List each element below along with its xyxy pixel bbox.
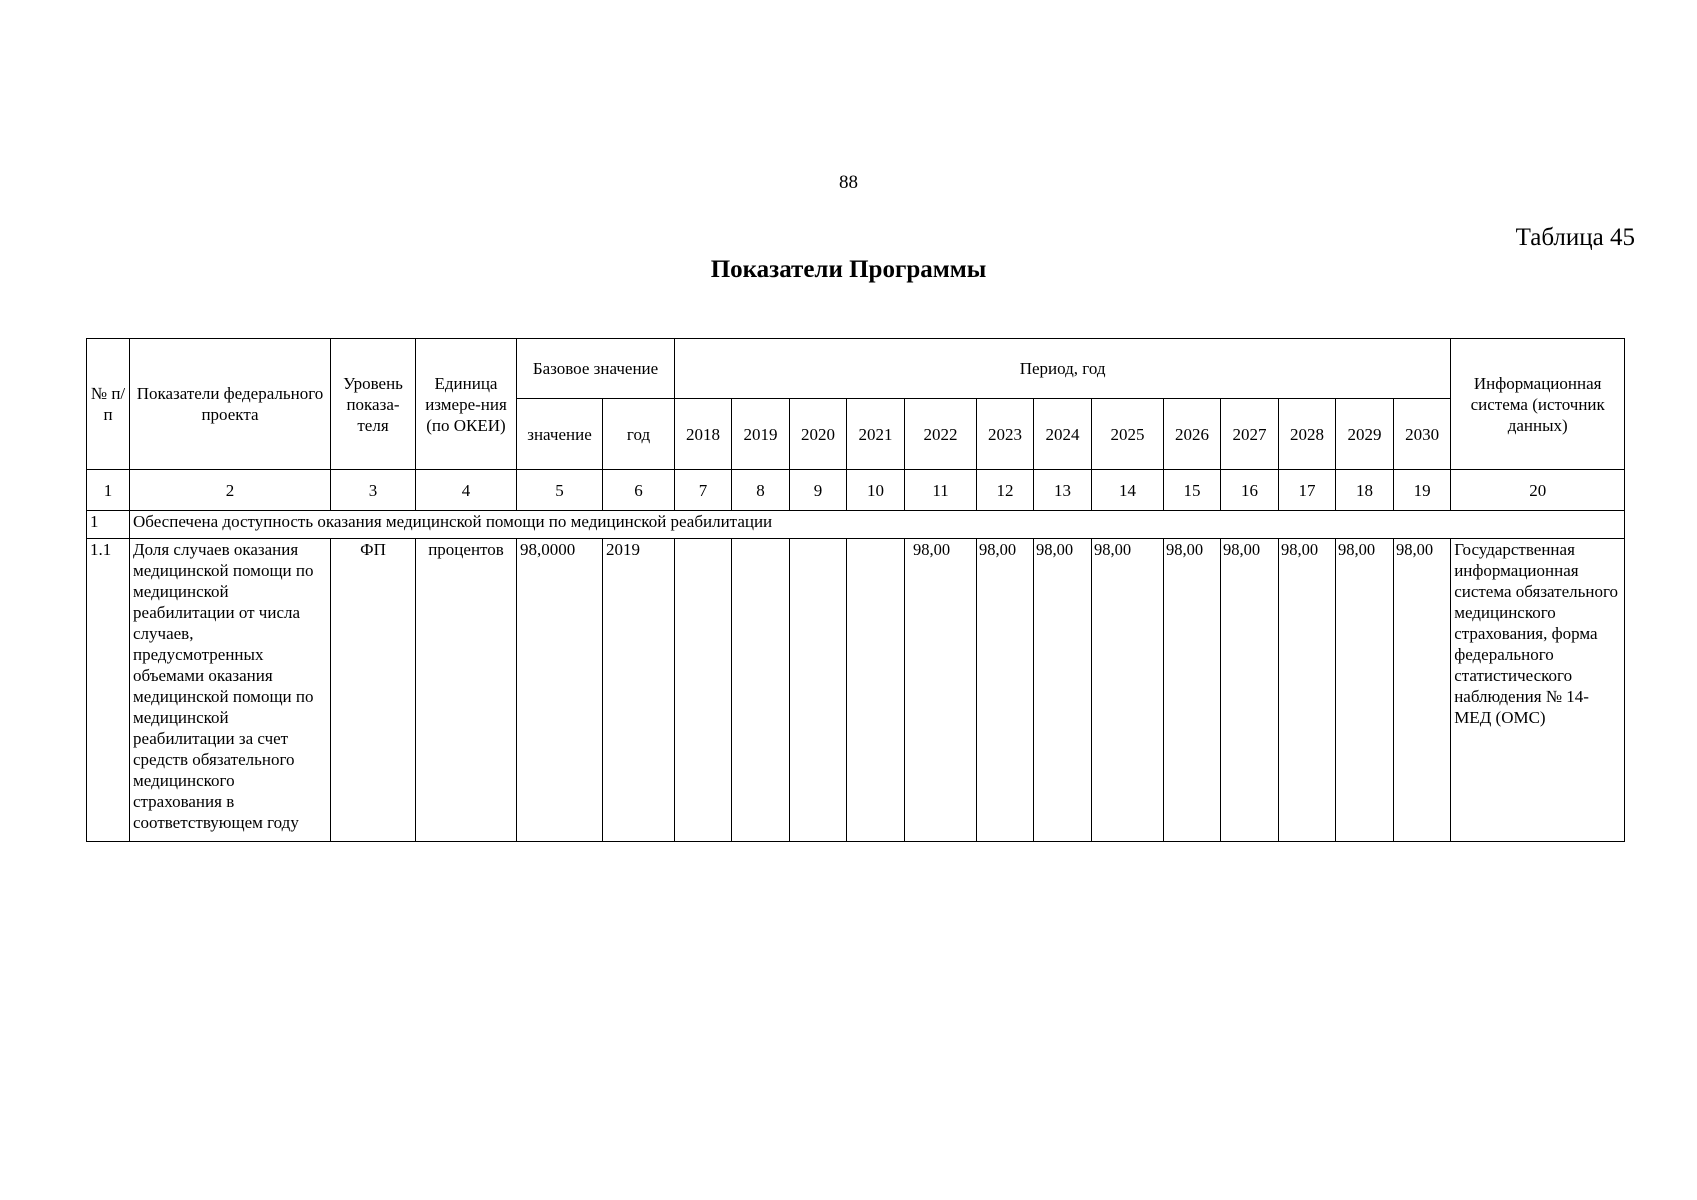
row-base-value: 98,0000 bbox=[517, 539, 603, 842]
header-year: 2021 bbox=[847, 399, 905, 470]
row-year-value: 98,00 bbox=[1164, 539, 1221, 842]
row-year-value: 98,00 bbox=[1279, 539, 1336, 842]
page-title: Показатели Программы bbox=[710, 256, 987, 283]
column-number: 16 bbox=[1221, 470, 1279, 511]
row-year-value: 98,00 bbox=[1092, 539, 1164, 842]
column-number: 19 bbox=[1394, 470, 1451, 511]
column-number: 7 bbox=[675, 470, 732, 511]
column-number-row bbox=[87, 470, 1625, 511]
column-number: 13 bbox=[1034, 470, 1092, 511]
column-number: 1 bbox=[87, 470, 130, 511]
row-year-value bbox=[790, 539, 847, 842]
header-year: 2020 bbox=[790, 399, 847, 470]
row-year-value bbox=[675, 539, 732, 842]
header-source: Информационная система (источник данных) bbox=[1451, 339, 1625, 470]
header-num: № п/п bbox=[87, 339, 130, 470]
column-number: 6 bbox=[603, 470, 675, 511]
column-number: 10 bbox=[847, 470, 905, 511]
header-year: 2025 bbox=[1092, 399, 1164, 470]
header-base-year: год bbox=[603, 399, 675, 470]
header-period: Период, год bbox=[675, 339, 1451, 399]
column-number: 18 bbox=[1336, 470, 1394, 511]
column-number: 9 bbox=[790, 470, 847, 511]
row-year-value: 98,00 bbox=[1221, 539, 1279, 842]
row-number: 1.1 bbox=[87, 539, 130, 842]
header-base: Базовое значение bbox=[517, 339, 675, 399]
column-number: 4 bbox=[416, 470, 517, 511]
column-number: 14 bbox=[1092, 470, 1164, 511]
column-number: 20 bbox=[1451, 470, 1625, 511]
row-year-value bbox=[732, 539, 790, 842]
row-year-value bbox=[847, 539, 905, 842]
column-number: 17 bbox=[1279, 470, 1336, 511]
column-number: 5 bbox=[517, 470, 603, 511]
header-year: 2018 bbox=[675, 399, 732, 470]
section-number: 1 bbox=[87, 511, 130, 539]
header-base-value: значение bbox=[517, 399, 603, 470]
row-year-value: 98,00 bbox=[1394, 539, 1451, 842]
header-indicator: Показатели федерального проекта bbox=[130, 339, 331, 470]
row-year-value: 98,00 bbox=[1336, 539, 1394, 842]
indicators-table bbox=[86, 338, 1625, 842]
header-year: 2019 bbox=[732, 399, 790, 470]
row-indicator: Доля случаев оказания медицинской помощи по медицинской реабилитации от числа случаев, предусмотренных объемами оказания медицинской помощи по медицинской реабилитации за счет средств обязательного медицинского страхования в соответствующем году bbox=[130, 539, 331, 842]
column-number: 15 bbox=[1164, 470, 1221, 511]
header-year: 2029 bbox=[1336, 399, 1394, 470]
header-year: 2022 bbox=[905, 399, 977, 470]
column-number: 3 bbox=[331, 470, 416, 511]
row-year-value: 98,00 bbox=[977, 539, 1034, 842]
header-year: 2026 bbox=[1164, 399, 1221, 470]
column-number: 8 bbox=[732, 470, 790, 511]
header-year: 2028 bbox=[1279, 399, 1336, 470]
column-number: 12 bbox=[977, 470, 1034, 511]
column-number: 2 bbox=[130, 470, 331, 511]
table-row bbox=[87, 539, 1625, 842]
header-year: 2024 bbox=[1034, 399, 1092, 470]
column-number: 11 bbox=[905, 470, 977, 511]
row-year-value: 98,00 bbox=[1034, 539, 1092, 842]
header-level: Уровень показа-теля bbox=[331, 339, 416, 470]
table-label: Таблица 45 bbox=[1515, 224, 1635, 251]
section-row bbox=[87, 511, 1625, 539]
header-year: 2023 bbox=[977, 399, 1034, 470]
row-level: ФП bbox=[331, 539, 416, 842]
row-base-year: 2019 bbox=[603, 539, 675, 842]
header-unit: Единица измере-ния (по ОКЕИ) bbox=[416, 339, 517, 470]
row-unit: процентов bbox=[416, 539, 517, 842]
row-year-value: 98,00 bbox=[905, 539, 977, 842]
header-year: 2030 bbox=[1394, 399, 1451, 470]
page-number: 88 bbox=[839, 172, 858, 193]
header-year: 2027 bbox=[1221, 399, 1279, 470]
row-source: Государственная информационная система обязательного медицинского страхования, форма федерального статистического наблюдения № 14-МЕД (ОМС) bbox=[1451, 539, 1625, 842]
section-title: Обеспечена доступность оказания медицинской помощи по медицинской реабилитации bbox=[130, 511, 1625, 539]
